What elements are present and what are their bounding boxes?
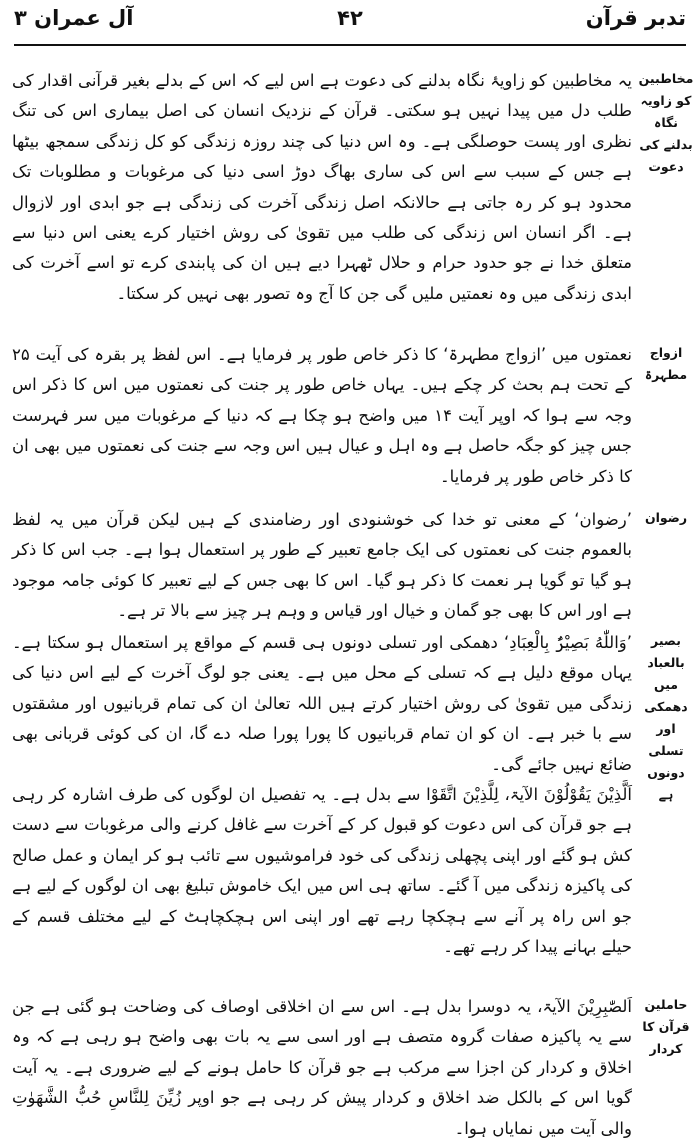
header-rule — [14, 44, 686, 46]
paragraph-text: ’وَاللّٰهُ بَصِيْرٌۢ بِالْعِبَادِ‘ دھمکی اور تسلی دونوں ہی قسم کے مواقع پر استعمال ہو سکتا ہے۔ یہاں موقع دلیل ہے کہ تسلی کے محل میں ہے۔ یعنی جو لوگ آخرت کے لیے اس دنیا کی زندگی میں تقویٰ کی روش اختیار کرتے ہیں اللہ تعالیٰ ان کی تمام قربانیوں اور مشقتوں سے با خبر ہے۔ ان کو ان تمام قربانیوں کا پورا پورا صلہ دے گا، ان کی کوئی قربانی بھی ضائع نہیں جائے گی۔ — [12, 633, 632, 774]
paragraph — [12, 628, 632, 780]
paragraph — [12, 340, 632, 492]
section-basir — [0, 628, 700, 802]
book-title: تدبر قرآن — [585, 6, 686, 30]
margin-note: بصیر بالعباد میں دھمکی اور تسلی دونوں ہے — [644, 633, 688, 802]
paragraph — [12, 505, 632, 627]
surah-name: آل عمران ۳ — [14, 6, 134, 30]
page-header — [14, 4, 686, 44]
paragraph — [12, 992, 632, 1144]
margin-note: رضوان — [644, 510, 688, 525]
paragraph-text: اَلَّذِيْنَ يَقُوْلُوْنَ الآیۃ، لِلَّذِيْنَ اتَّقَوْا سے بدل ہے۔ یہ تفصیل ان لوگوں کی طرف اشارہ کر رہی ہے جو قرآن کی اس دعوت کو قبول کر کے آخرت سے غافل کرنے والی مرغوبات سے دست کش ہو گئے اور اپنی پچھلی زندگی کی خود فراموشیوں سے تائب ہو کر ایمان و عمل صالح کی پاکیزہ زندگی میں آ گئے۔ ساتھ ہی اس میں ایک خاموش تبلیغ بھی ان لوگوں کے لیے ہے جو اس راہ پر آنے سے ہچکچا رہے تھے اور اپنی اس ہچکچاہٹ کے لیے مختلف قسم کے حیلے بہانے پیدا کر رہے تھے۔ — [12, 785, 632, 957]
section-azwaj — [0, 340, 700, 485]
section-sabirin — [0, 992, 700, 1138]
margin-note: مخاطبین کو زاویہ نگاہ بدلنے کی دعوت — [638, 71, 694, 174]
paragraph-text: یہ مخاطبین کو زاویۂ نگاہ بدلنے کی دعوت ہے اس لیے کہ اس کے بدلے بغیر قرآنی اقدار کی طلب دل میں پیدا نہیں ہو سکتی۔ قرآن کے نزدیک انسان کی اصل بیماری اس کی تنگ نظری اور پست حوصلگی ہے۔ وہ اس دنیا کی چند روزہ زندگی کو کل زندگی سمجھ بیٹھا ہے جس کے سبب سے اس کی ساری بھاگ دوڑ اسی دنیا کی مرغوبات و مطلوبات تک محدود ہو کر رہ جاتی ہے حالانکہ اصل زندگی آخرت کی زندگی ہے جو ابدی اور لازوال ہے۔ اگر انسان اس زندگی کی طلب میں تقویٰ کی روش اختیار کرے یعنی اس دنیا سے متعلق خدا نے جو حدود حرام و حلال ٹھہرا دیے ہیں ان کی پابندی کرے تو اسے آخرت کی ابدی زندگی میں وہ نعمتیں ملیں گی جن کا آج وہ تصور بھی نہیں کر سکتا۔ — [12, 71, 632, 303]
paragraph — [12, 66, 632, 309]
section-ridwan — [0, 505, 700, 625]
margin-note: ازواج مطہرۃ — [644, 345, 688, 382]
paragraph-text: نعمتوں میں ’ازواج مطہرۃ‘ کا ذکر خاص طور پر فرمایا ہے۔ اس لفظ پر بقرہ کی آیت ۲۵ کے تحت ہم بحث کر چکے ہیں۔ یہاں خاص طور پر جنت کی نعمتوں میں اس کا ذکر اس وجہ سے ہوا کہ اوپر آیت ۱۴ میں واضح ہو چکا ہے کہ دنیا کے مرغوبات میں سر فہرست جس چیز کو جگہ حاصل ہے وہ اہل و عیال ہیں اس وجہ سے جنت کی نعمتوں میں بھی ان کا ذکر خاص طور پر فرمایا۔ — [12, 345, 632, 486]
margin-note: حاملین قرآن کا کردار — [642, 997, 690, 1056]
paragraph-text: اَلصّٰبِرِيْنَ الآیۃ، یہ دوسرا بدل ہے۔ اس سے ان اخلاقی اوصاف کی وضاحت ہو گئی ہے جن سے یہ پاکیزہ صفات گروہ متصف ہے اور اسی سے یہ بات بھی واضح ہو رہی ہے کہ وہ اخلاق و کردار کن اجزا سے مرکب ہے جو قرآن کا حامل ہونے کے لیے ضروری ہے۔ یہ آیت گویا اس کے بالکل ضد اخلاق و کردار پیش کر رہی ہے جو اوپر زُيِّنَ لِلنَّاسِ حُبُّ الشَّهَوٰتِ والی آیت میں نمایاں ہوا۔ — [12, 997, 632, 1138]
section-invitation — [0, 66, 700, 336]
page-number: ۴۲ — [337, 6, 363, 30]
section-alladhina — [0, 780, 700, 965]
paragraph-text: ’رضوان‘ کے معنی تو خدا کی خوشنودی اور رضامندی کے ہیں لیکن قرآن میں یہ لفظ بالعموم جنت کی نعمتوں کی ایک جامع تعبیر کے طور پر استعمال ہوا ہے۔ جب اس کا ذکر ہو گیا تو گویا ہر نعمت کا ذکر ہو گیا۔ اس کا بھی جس کے لیے تعبیر کا کوئی جامہ موجود ہے اور اس کا بھی جو گمان و خیال اور قیاس و وہم ہر چیز سے بالا تر ہے۔ — [12, 510, 632, 621]
paragraph — [12, 780, 632, 962]
